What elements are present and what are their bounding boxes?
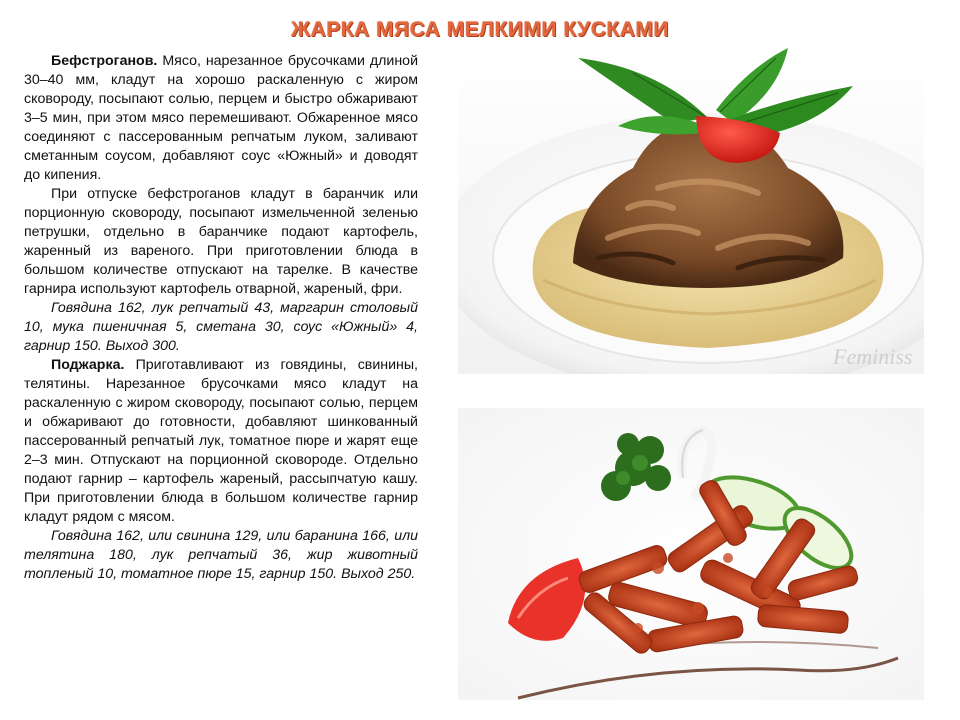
photo-watermark: Feminiss [833,344,913,369]
page-title: ЖАРКА МЯСА МЕЛКИМИ КУСКАМИ [291,18,669,41]
stroganoff-recipe: Говядина 162, лук репчатый 43, маргарин столовый 10, мука пшеничная 5, сметана 30, соус «Южный» 4, гарнир 150. Выход 300. [24,300,418,354]
stroganoff-heading: Бефстроганов. [51,53,158,69]
recipe-text-column [24,52,418,584]
podzharka-photo [458,408,924,700]
stroganoff-paragraph-2: При отпуске бефстроганов кладут в баранчик или порционную сковороду, посыпают измельченной зеленью петрушки, отдельно в баранчике подают картофель, жаренный из вареного. При приготовлении блюда в большом количестве отпускают на тарелке. В качестве гарнира используют картофель отварной, жареный, фри. [24,186,418,297]
podzharka-heading: Поджарка. [51,357,125,373]
podzharka-recipe: Говядина 162, или свинина 129, или баранина 166, или телятина 180, лук репчатый 36, жир животный топленый 10, томатное пюре 15, гарнир 150. Выход 250. [24,528,418,582]
podzharka-text-1: Приготавливают из говядины, свинины, телятины. Нарезанное брусочками мясо кладут на раскаленную с жиром сковороду, посыпают солью, перцем и обжаривают до готовности, добавляют шинкованный пассерованный репчатый лук, томатное пюре и жарят еще 2–3 мин. Отпускают на порционной сковороде. Отдельно подают гарнир – картофель жареный, рассыпчатую кашу. При приготовлении блюда в большом количестве гарнир кладут рядом с мясом. [24,357,418,525]
stroganoff-text-1: Мясо, нарезанное брусочками длиной 30–40 мм, кладут на хорошо раскаленную с жиром сковороду, посыпают солью, перцем и быстро обжаривают 3–5 мин, при этом мясо перемешивают. Обжаренное мясо соединяют с пассерованным репчатым луком, заливают сметанным соусом, добавляют соус «Южный» и доводят до кипения. [24,53,418,183]
podzharka-paragraph-1 [24,356,418,527]
stroganoff-paragraph-1 [24,52,418,185]
stroganoff-photo [458,48,924,374]
